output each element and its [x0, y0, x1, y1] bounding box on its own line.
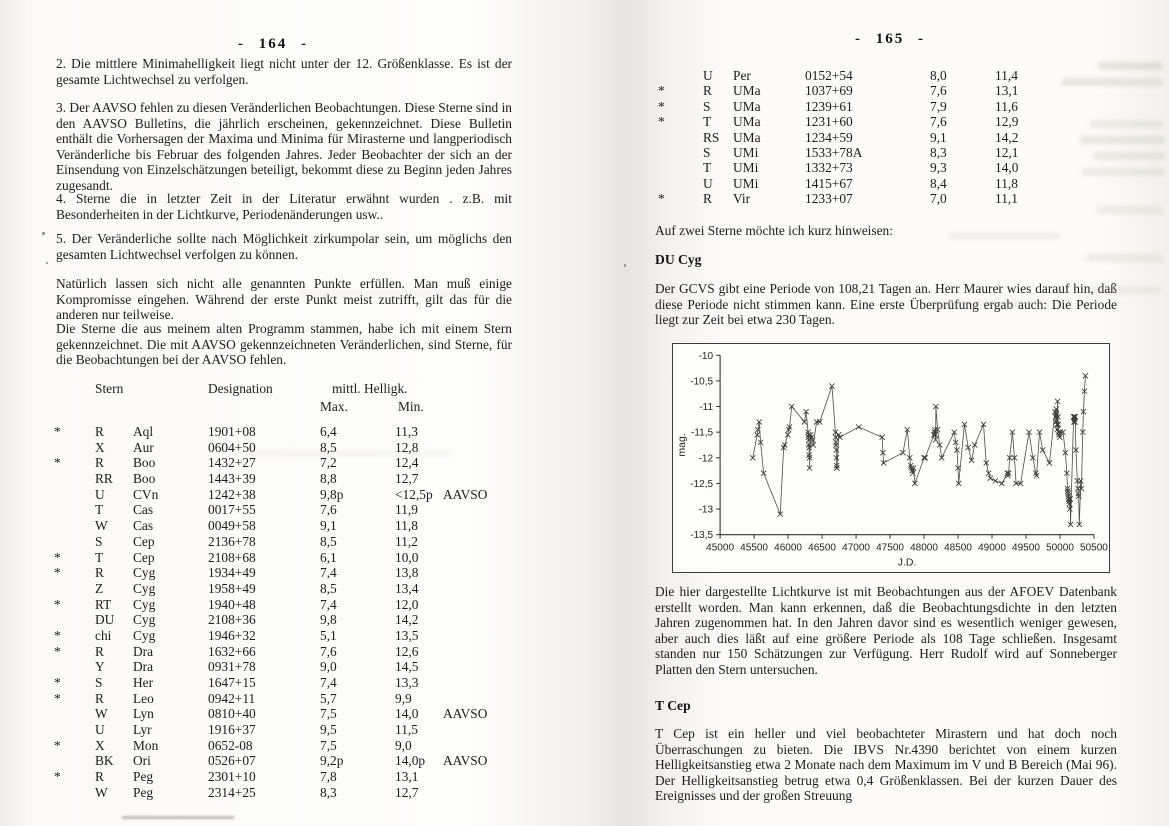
min-magnitude: 14,0p — [395, 753, 426, 769]
svg-text:46500: 46500 — [808, 542, 836, 554]
designation: 1037+69 — [805, 83, 853, 99]
max-magnitude: 7,0 — [930, 191, 947, 207]
star-name: W — [95, 784, 108, 800]
designation: 0049+58 — [208, 518, 256, 534]
max-magnitude: 7,4 — [320, 565, 337, 581]
designation: 0604+50 — [208, 439, 256, 455]
table-row — [658, 99, 1118, 114]
min-magnitude: 11,1 — [995, 191, 1018, 207]
svg-text:-10: -10 — [698, 350, 714, 362]
paragraph-program-stars: Die Sterne die aus meinem alten Programm stammen, habe ich mit einem Stern gekennzeichnet. Die mit AAVSO gekennzeichneten Veränderlichen, sind Sterne, für die Beobachtungen bei der AAVSO fehlen. — [56, 321, 512, 367]
bleedthrough-mark — [1062, 78, 1162, 86]
star-name: X — [95, 737, 105, 753]
constellation: UMa — [733, 114, 761, 130]
max-magnitude: 9,3 — [930, 160, 947, 176]
designation: 1901+08 — [208, 424, 256, 439]
constellation: UMi — [733, 160, 759, 176]
bleedthrough-mark — [1090, 120, 1162, 128]
max-magnitude: 7,6 — [930, 83, 947, 99]
constellation: Peg — [133, 784, 154, 800]
min-magnitude: 10,0 — [395, 549, 419, 565]
constellation: Her — [133, 675, 154, 690]
designation: 1647+15 — [208, 675, 256, 690]
own-program-flag: * — [54, 455, 61, 471]
star-name: U — [703, 175, 713, 191]
bleedthrough-mark — [250, 450, 450, 457]
constellation: Lyn — [133, 706, 154, 722]
table-row — [52, 550, 522, 566]
min-magnitude: 14,5 — [395, 659, 419, 675]
table-row — [52, 659, 522, 675]
scan-speck — [46, 262, 48, 264]
svg-text:45000: 45000 — [706, 542, 735, 554]
star-table-165 — [658, 68, 1118, 207]
designation: 1533+78A — [805, 144, 863, 160]
table-row — [52, 581, 522, 597]
aavso-note: AAVSO — [443, 706, 488, 722]
table-row — [52, 722, 522, 738]
svg-text:45500: 45500 — [740, 542, 769, 554]
constellation: UMa — [733, 98, 761, 114]
scan-smudge — [122, 816, 234, 819]
own-program-flag: * — [658, 114, 665, 130]
svg-text:-11,5: -11,5 — [690, 427, 714, 439]
min-magnitude: 12,9 — [995, 114, 1019, 130]
du-cyg-paragraph: Der GCVS gibt eine Periode von 108,21 Tagen an. Herr Maurer wies darauf hin, daß diese Periode nicht stimmen kann. Eine erste Überprüfung ergab auch: Die Periode liegt zur Zeit bei etwa 230 Tagen. — [655, 281, 1117, 327]
min-magnitude: 12,8 — [395, 439, 419, 455]
paragraph-4: 4. Sterne die in letzter Zeit in der Literatur erwähnt wurden . z.B. mit Besonderheiten in der Lichtkurve, Periodenänderungen usw.. — [56, 191, 512, 222]
designation: 1916+37 — [208, 722, 256, 738]
bleedthrough-mark — [1098, 62, 1162, 70]
min-magnitude: 13,3 — [395, 675, 419, 690]
min-magnitude: 12,6 — [395, 643, 419, 659]
constellation: Boo — [133, 455, 156, 471]
intro-line: Auf zwei Sterne möchte ich kurz hinweisen: — [655, 223, 893, 238]
star-name: R — [703, 191, 712, 207]
star-name: T — [703, 160, 712, 176]
max-magnitude: 7,6 — [320, 643, 337, 659]
table-row — [52, 471, 522, 487]
table-row — [52, 612, 522, 628]
table-row — [52, 502, 522, 518]
own-program-flag: * — [54, 737, 61, 753]
table-row — [52, 487, 522, 503]
min-magnitude: 13,1 — [395, 769, 419, 785]
designation: 1432+27 — [208, 455, 256, 471]
star-name: Z — [95, 580, 104, 596]
constellation: Aur — [133, 439, 154, 455]
bleedthrough-mark — [300, 290, 480, 297]
t-cep-heading: T Cep — [655, 698, 691, 713]
star-table-164 — [52, 424, 522, 801]
constellation: Leo — [133, 690, 154, 706]
star-name: RR — [95, 471, 113, 487]
bleedthrough-mark — [1082, 168, 1164, 176]
own-program-flag: * — [54, 549, 61, 565]
star-name: R — [95, 690, 104, 706]
constellation: Peg — [133, 769, 154, 785]
star-name: S — [703, 98, 711, 114]
svg-text:-12: -12 — [698, 453, 714, 465]
star-name: R — [95, 565, 104, 581]
header-stern: Stern — [95, 381, 124, 396]
table-row — [52, 738, 522, 754]
max-magnitude: 6,4 — [320, 424, 337, 439]
own-program-flag: * — [54, 627, 61, 643]
own-program-flag: * — [54, 596, 61, 612]
constellation: Cep — [133, 533, 155, 549]
t-cep-paragraph: T Cep ist ein heller und viel beobachteter Mirastern und hat doch noch Überraschungen zu bieten. Die IBVS Nr.4390 berichtet von einem kurzen Helligkeitsanstieg etwa 2 Monate nach dem Maximum im V und B Bereich (Mai 96). Der Helligkeitsanstieg betrug etwa 0,4 Größenklassen. Bei der kurzen Dauer des Ereignisses und der großen Streuung — [655, 726, 1117, 803]
min-magnitude: 14,0 — [995, 160, 1019, 176]
svg-text:49500: 49500 — [1012, 542, 1040, 554]
constellation: CVn — [133, 486, 159, 502]
table-row — [658, 130, 1118, 145]
star-name: RT — [95, 596, 112, 612]
designation: 1332+73 — [805, 160, 853, 176]
svg-text:-13: -13 — [698, 504, 714, 516]
constellation: Vir — [733, 191, 751, 207]
constellation: Per — [733, 68, 751, 83]
svg-text:50000: 50000 — [1046, 542, 1074, 554]
min-magnitude: 12,1 — [995, 144, 1019, 160]
designation: 2136+78 — [208, 533, 256, 549]
constellation: UMi — [733, 144, 759, 160]
max-magnitude: 8,8 — [320, 471, 337, 487]
du-cyg-heading: DU Cyg — [655, 252, 702, 267]
min-magnitude: 9,9 — [395, 690, 412, 706]
own-program-flag: * — [54, 690, 61, 706]
table-row — [52, 597, 522, 613]
table-row — [658, 160, 1118, 175]
min-magnitude: 11,4 — [995, 68, 1018, 83]
table-row — [52, 706, 522, 722]
max-magnitude: 9,2p — [320, 753, 344, 769]
max-magnitude: 8,5 — [320, 533, 337, 549]
star-name: U — [95, 486, 105, 502]
min-magnitude: 13,4 — [395, 580, 419, 596]
designation: 0652-08 — [208, 737, 253, 753]
max-magnitude: 5,7 — [320, 690, 337, 706]
designation: 1946+32 — [208, 627, 256, 643]
min-magnitude: 11,3 — [395, 424, 418, 439]
header-designation: Designation — [208, 381, 273, 396]
designation: 2108+36 — [208, 612, 256, 628]
constellation: Cep — [133, 549, 155, 565]
max-magnitude: 8,4 — [930, 175, 947, 191]
header-min: Min. — [398, 399, 424, 414]
designation: 2314+25 — [208, 784, 256, 800]
constellation: Boo — [133, 471, 156, 487]
min-magnitude: 14,2 — [395, 612, 419, 628]
max-magnitude: 9,8p — [320, 486, 344, 502]
designation: 0810+40 — [208, 706, 256, 722]
min-magnitude: 14,0 — [395, 706, 419, 722]
star-name: S — [703, 144, 711, 160]
max-magnitude: 5,1 — [320, 627, 337, 643]
designation: 2301+10 — [208, 769, 256, 785]
constellation: Cyg — [133, 565, 156, 581]
designation: 0526+07 — [208, 753, 256, 769]
min-magnitude: 13,5 — [395, 627, 419, 643]
aavso-note: AAVSO — [443, 486, 488, 502]
bleedthrough-mark — [1080, 136, 1164, 144]
constellation: UMi — [733, 175, 759, 191]
designation: 1632+66 — [208, 643, 256, 659]
bleedthrough-mark — [930, 300, 1050, 308]
own-program-flag: * — [658, 191, 665, 207]
du-cyg-lightcurve-chart — [673, 344, 1109, 572]
min-magnitude: 12,7 — [395, 471, 419, 487]
star-name: X — [95, 439, 105, 455]
paragraph-5: 5. Der Veränderliche sollte nach Möglichkeit zirkumpolar sein, um möglichs den gesamten Lichtwechsel verfolgen zu können. — [56, 231, 512, 262]
designation: 1415+67 — [805, 175, 853, 191]
svg-text:49000: 49000 — [978, 542, 1006, 554]
paragraph-3: 3. Der AAVSO fehlen zu diesen Veränderlichen Beobachtungen. Diese Sterne sind in den AAVSO Bulletins, die jährlich erscheinen, gekennzeichnet. Diese Bulletin enthält die Vorhersagen der Maxima und Minima für Mirasterne und langperiodisch Veränderliche bis Februar des folgenden Jahres. Jeder Beobachter der sich an der Einsendung von Einzelschätzungen beteiligt, bekommt diese zu Beginn jeden Jahres zugesandt. — [56, 100, 512, 193]
svg-text:J.D.: J.D. — [897, 556, 917, 569]
max-magnitude: 7,2 — [320, 455, 337, 471]
svg-text:-11: -11 — [699, 402, 714, 414]
max-magnitude: 7,9 — [930, 98, 947, 114]
du-cyg-lightcurve-figure — [672, 343, 1110, 573]
page-number-165: - 165 - — [855, 31, 925, 47]
svg-text:46000: 46000 — [774, 542, 803, 554]
star-name: T — [95, 502, 104, 518]
designation: 1239+61 — [805, 98, 853, 114]
aavso-note: AAVSO — [443, 753, 488, 769]
constellation: Cyg — [133, 627, 156, 643]
min-magnitude: 11,5 — [395, 722, 418, 738]
min-magnitude: 13,1 — [995, 83, 1019, 99]
max-magnitude: 7,5 — [320, 706, 337, 722]
star-name: DU — [95, 612, 115, 628]
bleedthrough-mark — [950, 232, 1060, 240]
min-magnitude: 12,7 — [395, 784, 419, 800]
own-program-flag: * — [54, 675, 61, 690]
constellation: Lyr — [133, 722, 152, 738]
star-name: R — [95, 643, 104, 659]
svg-text:-13,5: -13,5 — [690, 530, 714, 542]
table-row — [52, 534, 522, 550]
max-magnitude: 9,5 — [320, 722, 337, 738]
star-name: R — [95, 455, 104, 471]
star-name: W — [95, 706, 108, 722]
own-program-flag: * — [658, 83, 665, 99]
table-row — [52, 644, 522, 660]
star-name: T — [703, 114, 712, 130]
table-row — [658, 114, 1118, 129]
designation: 0942+11 — [208, 690, 256, 706]
table-row — [52, 785, 522, 801]
own-program-flag: * — [54, 565, 61, 581]
star-name: U — [95, 722, 105, 738]
min-magnitude: 11,9 — [395, 502, 418, 518]
star-name: W — [95, 518, 108, 534]
min-magnitude: 11,2 — [395, 533, 418, 549]
designation: 0931+78 — [208, 659, 256, 675]
table-row — [52, 518, 522, 534]
constellation: Dra — [133, 659, 154, 675]
svg-text:48500: 48500 — [944, 542, 972, 554]
min-magnitude: 11,8 — [395, 518, 418, 534]
max-magnitude: 7,5 — [320, 737, 337, 753]
own-program-flag: * — [54, 424, 61, 439]
svg-text:47000: 47000 — [842, 542, 870, 554]
star-name: Y — [95, 659, 105, 675]
table-row — [658, 176, 1118, 191]
constellation: Dra — [133, 643, 154, 659]
min-magnitude: 12,4 — [395, 455, 419, 471]
min-magnitude: 11,6 — [995, 98, 1018, 114]
paragraph-2: 2. Die mittlere Minimahelligkeit liegt nicht unter der 12. Größenklasse. Es ist der gesamte Lichtwechsel zu verfolgen. — [56, 56, 512, 87]
own-program-flag: * — [54, 643, 61, 659]
max-magnitude: 8,0 — [930, 68, 947, 83]
max-magnitude: 7,4 — [320, 675, 337, 690]
star-name: R — [703, 83, 712, 99]
star-name: RS — [703, 129, 720, 145]
max-magnitude: 9,8 — [320, 612, 337, 628]
constellation: Mon — [133, 737, 159, 753]
star-name: BK — [95, 753, 114, 769]
designation: 1958+49 — [208, 580, 256, 596]
min-magnitude: <12,5p — [395, 486, 433, 502]
table-row — [658, 191, 1118, 206]
max-magnitude: 7,6 — [930, 114, 947, 130]
constellation: Cyg — [133, 580, 156, 596]
star-name: S — [95, 675, 103, 690]
header-helligkeit: mittl. Helligk. — [332, 381, 408, 396]
svg-text:-12,5: -12,5 — [690, 478, 714, 490]
constellation: UMa — [733, 83, 761, 99]
min-magnitude: 13,8 — [395, 565, 419, 581]
constellation: Cas — [133, 502, 154, 518]
max-magnitude: 6,1 — [320, 549, 337, 565]
table-row — [658, 145, 1118, 160]
table-row — [658, 83, 1118, 98]
constellation: Cyg — [133, 612, 156, 628]
table-row — [52, 675, 522, 691]
table-row — [52, 691, 522, 707]
star-table-header — [52, 381, 522, 417]
designation: 2108+68 — [208, 549, 256, 565]
table-row — [52, 769, 522, 785]
designation: 0152+54 — [805, 68, 853, 83]
min-magnitude: 12,0 — [395, 596, 419, 612]
table-row — [52, 424, 522, 440]
header-max: Max. — [320, 399, 348, 414]
designation: 1443+39 — [208, 471, 256, 487]
bleedthrough-mark — [1096, 206, 1162, 214]
constellation: Cyg — [133, 596, 156, 612]
max-magnitude: 8,3 — [930, 144, 947, 160]
max-magnitude: 7,8 — [320, 769, 337, 785]
svg-text:mag.: mag. — [676, 433, 689, 457]
svg-text:-10,5: -10,5 — [690, 376, 714, 388]
star-name: R — [95, 424, 104, 439]
max-magnitude: 8,3 — [320, 784, 337, 800]
paragraph-compromises: Natürlich lassen sich nicht alle genannten Punkte erfüllen. Man muß einige Kompromisse eingehen. Während der erste Punkt meist zutrifft, gilt das für die anderen nur teilweise. — [56, 276, 512, 322]
star-name: S — [95, 533, 103, 549]
bleedthrough-mark — [1090, 286, 1160, 294]
designation: 1242+38 — [208, 486, 256, 502]
designation: 1940+48 — [208, 596, 256, 612]
designation: 1934+49 — [208, 565, 256, 581]
constellation: UMa — [733, 129, 761, 145]
bleedthrough-mark — [1094, 152, 1164, 160]
designation: 0017+55 — [208, 502, 256, 518]
min-magnitude: 11,8 — [995, 175, 1018, 191]
table-row — [52, 753, 522, 769]
min-magnitude: 14,2 — [995, 129, 1019, 145]
star-name: chi — [95, 627, 112, 643]
own-program-flag: * — [54, 769, 61, 785]
table-row — [52, 565, 522, 581]
designation: 1234+59 — [805, 129, 853, 145]
svg-text:50500: 50500 — [1080, 542, 1108, 554]
constellation: Ori — [133, 753, 151, 769]
star-name: T — [95, 549, 104, 565]
svg-text:48000: 48000 — [910, 542, 938, 554]
after-chart-paragraph: Die hier dargestellte Lichtkurve ist mit Beobachtungen aus der AFOEV Datenbank erstellt worden. Man kann erkennen, daß die Beobachtungsdichte in den letzten Jahren zugenommen hat. In den Jahren davor sind es wesentlich weniger gewesen, aber auch dies läßt auf eine größere Periode als 108 Tage schließen. Insgesamt standen nur 150 Schätzungen zur Verfügung. Herr Rudolf wird auf Sonneberger Platten den Stern untersuchen. — [655, 584, 1117, 677]
max-magnitude: 9,1 — [930, 129, 947, 145]
table-row — [52, 455, 522, 471]
bleedthrough-mark — [1086, 254, 1162, 262]
max-magnitude: 7,6 — [320, 502, 337, 518]
star-name: U — [703, 68, 713, 83]
max-magnitude: 8,5 — [320, 439, 337, 455]
bleedthrough-mark — [330, 146, 480, 153]
constellation: Aql — [133, 424, 154, 439]
star-name: R — [95, 769, 104, 785]
designation: 1233+07 — [805, 191, 853, 207]
max-magnitude: 9,0 — [320, 659, 337, 675]
max-magnitude: 9,1 — [320, 518, 337, 534]
svg-text:47500: 47500 — [876, 542, 904, 554]
scan-speck — [42, 232, 45, 235]
min-magnitude: 9,0 — [395, 737, 412, 753]
page-number-164: - 164 - — [238, 36, 308, 52]
table-row — [52, 628, 522, 644]
scan-speck — [624, 264, 626, 267]
max-magnitude: 8,5 — [320, 580, 337, 596]
max-magnitude: 7,4 — [320, 596, 337, 612]
designation: 1231+60 — [805, 114, 853, 130]
own-program-flag: * — [658, 98, 665, 114]
constellation: Cas — [133, 518, 154, 534]
table-row — [658, 68, 1118, 83]
